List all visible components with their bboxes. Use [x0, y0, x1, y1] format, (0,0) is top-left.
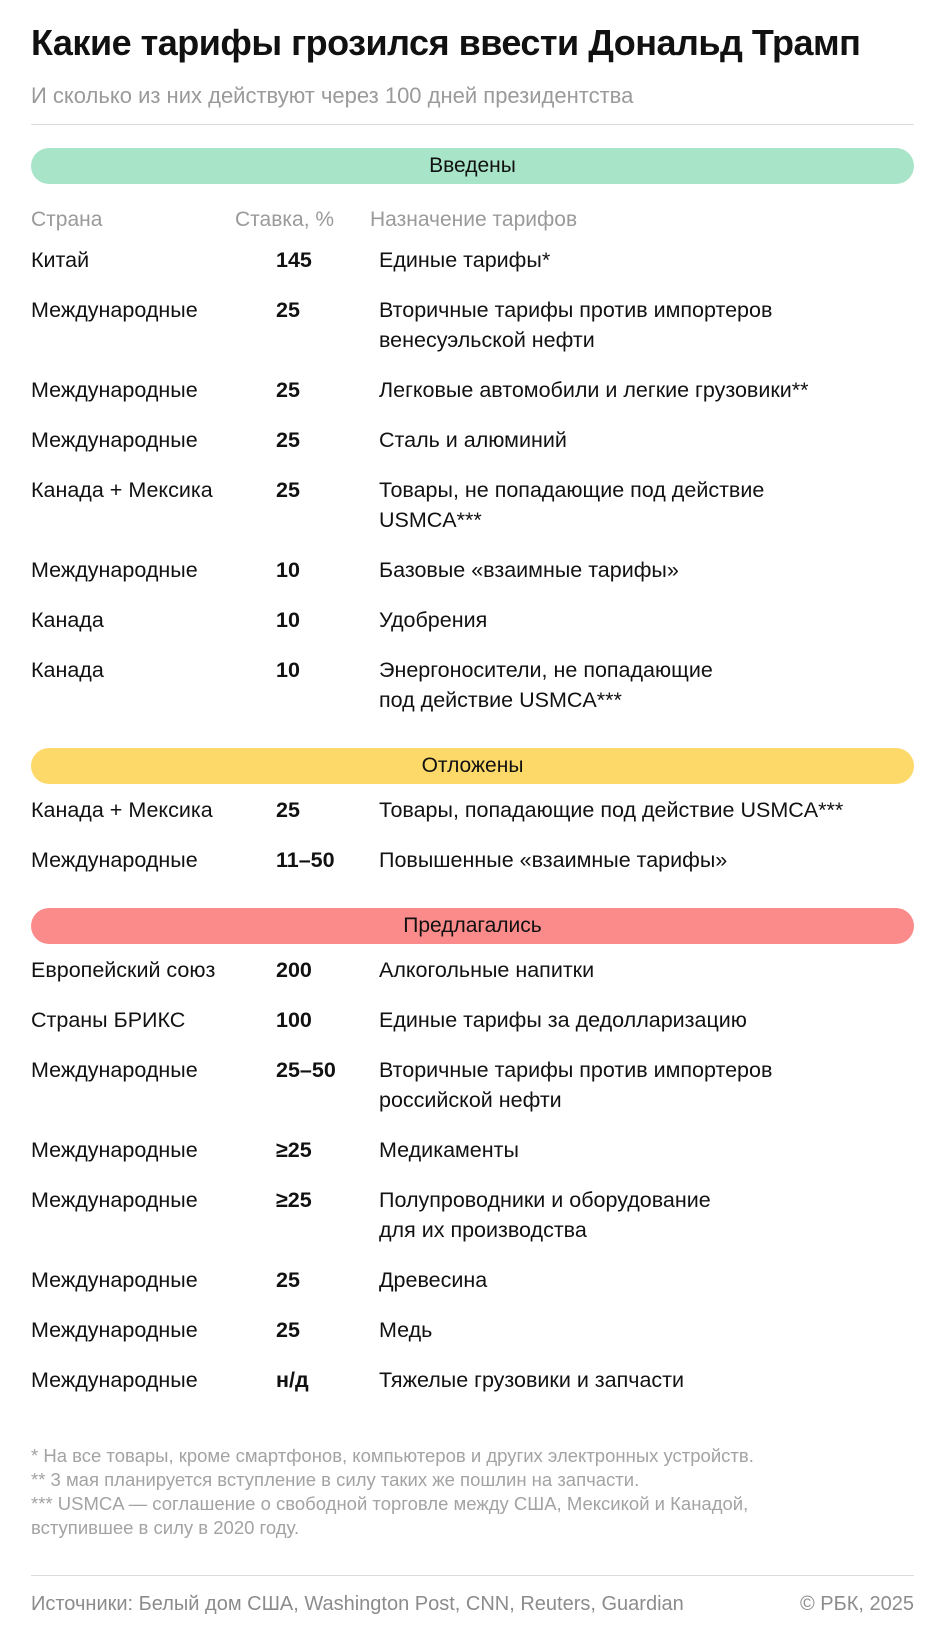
row-rate: 10: [276, 558, 300, 582]
row-country: Международные: [31, 298, 198, 322]
footnotes: [31, 1444, 921, 1540]
row-rate: ≥25: [276, 1188, 312, 1212]
row-country: Международные: [31, 1188, 198, 1212]
section-band-postponed: Отложены: [31, 748, 914, 784]
row-purpose: Медь: [379, 1318, 433, 1342]
row-country: Канада: [31, 658, 104, 682]
row-country: Международные: [31, 848, 198, 872]
row-purpose: Энергоносители, не попадающие под действие USMCA***: [379, 658, 713, 712]
row-rate: 25: [276, 1268, 300, 1292]
row-purpose: Алкогольные напитки: [379, 958, 595, 982]
row-rate: 145: [276, 248, 312, 272]
row-purpose: Медикаменты: [379, 1138, 519, 1162]
row-purpose: Тяжелые грузовики и запчасти: [379, 1368, 685, 1392]
row-rate: 25: [276, 478, 300, 502]
row-rate: 11–50: [276, 848, 335, 872]
row-country: Канада + Мексика: [31, 478, 213, 502]
row-country: Китай: [31, 248, 90, 272]
row-purpose: Удобрения: [379, 608, 488, 632]
row-purpose: Повышенные «взаимные тарифы»: [379, 848, 728, 872]
row-purpose: Древесина: [379, 1268, 488, 1292]
sources-text: Источники: Белый дом США, Washington Post, CNN, Reuters, Guardian: [31, 1593, 684, 1615]
row-rate: 25: [276, 798, 300, 822]
row-rate: 10: [276, 658, 300, 682]
page-subtitle: И сколько из них действуют через 100 дней президентства: [31, 83, 634, 108]
section-band-introduced: Введены: [31, 148, 914, 184]
row-purpose: Единые тарифы за дедолларизацию: [379, 1008, 747, 1032]
row-rate: 25: [276, 428, 300, 452]
divider: [31, 124, 914, 125]
footnote: *** USMCA — соглашение о свободной торговле между США, Мексикой и Канадой,: [31, 1493, 749, 1514]
row-country: Международные: [31, 378, 198, 402]
row-purpose: Товары, попадающие под действие USMCA***: [379, 798, 844, 822]
row-rate: 100: [276, 1008, 312, 1032]
row-purpose: Полупроводники и оборудование для их производства: [379, 1188, 711, 1242]
footnote: * На все товары, кроме смартфонов, компьютеров и других электронных устройств.: [31, 1445, 754, 1466]
row-rate: 200: [276, 958, 312, 982]
row-country: Международные: [31, 558, 198, 582]
row-purpose: Вторичные тарифы против импортеров венесуэльской нефти: [379, 298, 773, 352]
row-country: Международные: [31, 1318, 198, 1342]
row-rate: 25: [276, 298, 300, 322]
row-country: Канада + Мексика: [31, 798, 213, 822]
row-purpose: Единые тарифы*: [379, 248, 551, 272]
row-country: Международные: [31, 1058, 198, 1082]
row-rate: н/д: [276, 1368, 309, 1392]
row-country: Европейский союз: [31, 958, 216, 982]
column-header-country: Страна: [31, 208, 103, 231]
row-country: Международные: [31, 1368, 198, 1392]
row-country: Страны БРИКС: [31, 1008, 186, 1032]
row-purpose: Легковые автомобили и легкие грузовики**: [379, 378, 809, 402]
column-header-purpose: Назначение тарифов: [370, 208, 578, 231]
row-country: Международные: [31, 1268, 198, 1292]
row-rate: 10: [276, 608, 300, 632]
row-rate: 25: [276, 1318, 300, 1342]
row-country: Международные: [31, 428, 198, 452]
row-rate: 25–50: [276, 1058, 336, 1082]
row-country: Международные: [31, 1138, 198, 1162]
copyright-text: © РБК, 2025: [799, 1593, 914, 1615]
row-purpose: Товары, не попадающие под действие USMCA***: [379, 478, 765, 532]
row-rate: 25: [276, 378, 300, 402]
divider: [31, 1575, 914, 1576]
row-country: Канада: [31, 608, 104, 632]
footnote: ** 3 мая планируется вступление в силу таких же пошлин на запчасти.: [31, 1469, 640, 1490]
row-purpose: Сталь и алюминий: [379, 428, 567, 452]
row-purpose: Базовые «взаимные тарифы»: [379, 558, 679, 582]
row-purpose: Вторичные тарифы против импортеров российской нефти: [379, 1058, 773, 1112]
section-band-proposed: Предлагались: [31, 908, 914, 944]
footnote: вступившее в силу в 2020 году.: [31, 1517, 300, 1538]
column-header-rate: Ставка, %: [235, 208, 335, 231]
page-title: Какие тарифы грозился ввести Дональд Трамп: [31, 22, 861, 63]
row-rate: ≥25: [276, 1138, 312, 1162]
